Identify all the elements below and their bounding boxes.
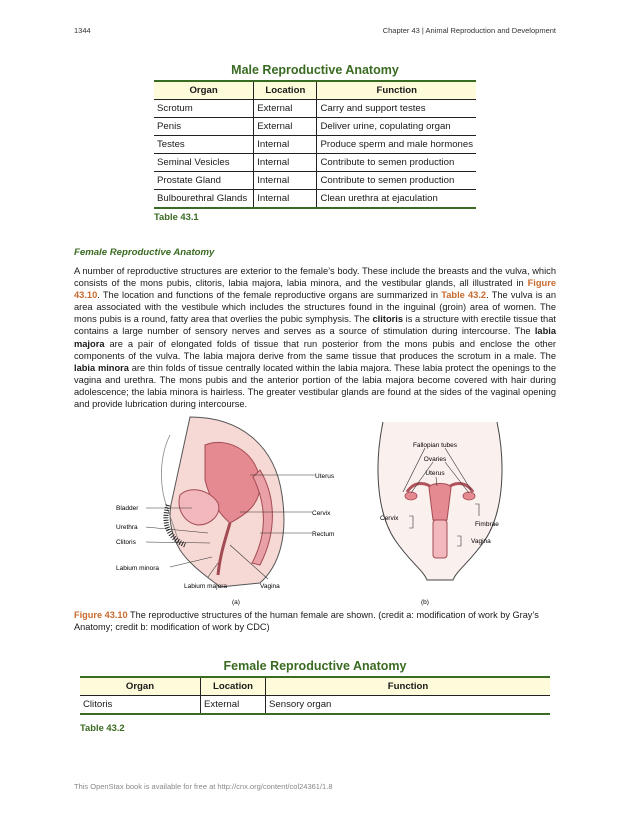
column-header-organ: Organ [154, 81, 254, 100]
uterus-shape [429, 484, 451, 521]
label-uterus: Uterus [315, 473, 335, 480]
label-vagina: Vagina [471, 538, 491, 545]
column-header-location: Location [201, 677, 266, 696]
female-table-title: Female Reproductive Anatomy [223, 659, 407, 673]
table-header-row [154, 81, 476, 100]
figure-caption: Figure 43.10 The reproductive structures of the human female are shown. (credit a: modification of work by Gray’s Anatomy; credit b: modification of work by CDC) [74, 610, 539, 632]
label-labium-minora: Labium minora [116, 565, 159, 572]
label-ovaries: Ovaries [423, 456, 447, 463]
label-bladder: Bladder [116, 505, 139, 512]
label-fimbrae: Fimbrae [475, 521, 499, 528]
section-heading: Female Reproductive Anatomy [74, 247, 215, 258]
panel-label-a: (a) [232, 599, 240, 606]
label-labium-majora: Labium majora [184, 583, 227, 590]
column-header-function: Function [266, 677, 551, 696]
cell-function: Produce sperm and male hormones [317, 136, 476, 154]
vagina-shape [433, 520, 447, 558]
cell-location: External [201, 696, 266, 715]
cell-function: Carry and support testes [317, 100, 476, 118]
figure-caption-label: Figure 43.10 [74, 610, 128, 620]
figure-43-10-a [110, 415, 360, 607]
column-header-organ: Organ [80, 677, 201, 696]
column-header-function: Function [317, 81, 476, 100]
body-paragraph: A number of reproductive structures are exterior to the female’s body. These include the breasts and the vulva, which consists of the mons pubis, clitoris, labia majora, labia minora, and the vestibular glands, all illustrated in Figure 43.10. The location and functions of the female reproductive organs are summarized in Table 43.2. The vulva is an area associated with the vestibule which includes the structures found in the inguinal (groin) area of women. The mons pubis is a round, fatty area that overlies the pubic symphysis. The clitoris is a structure with erectile tissue that contains a large number of sensory nerves and serves as a source of stimulation during intercourse. The labia majora are a pair of elongated folds of tissue that run posterior from the mons pubis and enclose the other components of the vulva. The labia majora derive from the same tissue that produces the scrotum in a male. The labia minora are thin folds of tissue centrally located within the labia majora. These labia protect the openings to the vagina and urethra. The mons pubis and the anterior portion of the labia majora become covered with hair during adolescence; the labia minora is hairless. The greater vestibular glands are found at the sides of the vaginal opening and provide lubrication during intercourse. [74, 266, 557, 410]
cell-organ: Seminal Vesicles [154, 154, 254, 172]
ovary-left [405, 492, 417, 500]
male-anatomy-table [154, 80, 476, 209]
male-table-title: Male Reproductive Anatomy [231, 63, 399, 77]
figure-43-10-b [365, 420, 515, 607]
cell-organ: Clitoris [80, 696, 201, 715]
cell-organ: Testes [154, 136, 254, 154]
cell-organ: Penis [154, 118, 254, 136]
chapter-title: Chapter 43 | Animal Reproduction and Development [382, 26, 556, 35]
male-table-caption: Table 43.1 [154, 211, 199, 222]
label-uterus: Uterus [425, 470, 445, 477]
female-anatomy-table [80, 676, 550, 715]
table-row [154, 100, 476, 118]
table-row [154, 172, 476, 190]
term-labia-majora: labia majora [74, 326, 556, 349]
table-row [154, 136, 476, 154]
cell-location: Internal [254, 154, 317, 172]
cell-location: Internal [254, 136, 317, 154]
column-header-location: Location [254, 81, 317, 100]
cell-function: Clean urethra at ejaculation [317, 190, 476, 209]
cell-location: External [254, 100, 317, 118]
figure-link[interactable]: Figure 43.10 [74, 278, 556, 301]
label-urethra: Urethra [116, 524, 138, 531]
page-footer: This OpenStax book is available for free at http://cnx.org/content/col24361/1.8 [74, 782, 333, 791]
label-vagina: Vagina [260, 583, 280, 590]
cell-function: Contribute to semen production [317, 172, 476, 190]
ovary-right [463, 492, 475, 500]
table-row [154, 190, 476, 209]
table-header-row [80, 677, 550, 696]
cell-location: Internal [254, 172, 317, 190]
cell-function: Deliver urine, copulating organ [317, 118, 476, 136]
label-rectum: Rectum [312, 531, 335, 538]
cell-organ: Bulbourethral Glands [154, 190, 254, 209]
label-cervix: Cervix [312, 510, 331, 517]
cell-location: Internal [254, 190, 317, 209]
term-clitoris: clitoris [372, 314, 403, 325]
label-clitoris: Clitoris [116, 539, 136, 546]
cell-location: External [254, 118, 317, 136]
label-cervix: Cervix [380, 515, 399, 522]
term-labia-minora: labia minora [74, 362, 129, 373]
label-fallopian-tubes: Fallopian tubes [412, 442, 458, 449]
table-row [80, 696, 550, 715]
table-row [154, 118, 476, 136]
cell-function: Contribute to semen production [317, 154, 476, 172]
female-table-caption: Table 43.2 [80, 722, 125, 733]
cell-organ: Scrotum [154, 100, 254, 118]
cell-function: Sensory organ [266, 696, 551, 715]
panel-label-b: (b) [421, 599, 429, 606]
table-link[interactable]: Table 43.2 [441, 290, 487, 301]
cell-organ: Prostate Gland [154, 172, 254, 190]
page-number: 1344 [74, 26, 91, 35]
table-row [154, 154, 476, 172]
